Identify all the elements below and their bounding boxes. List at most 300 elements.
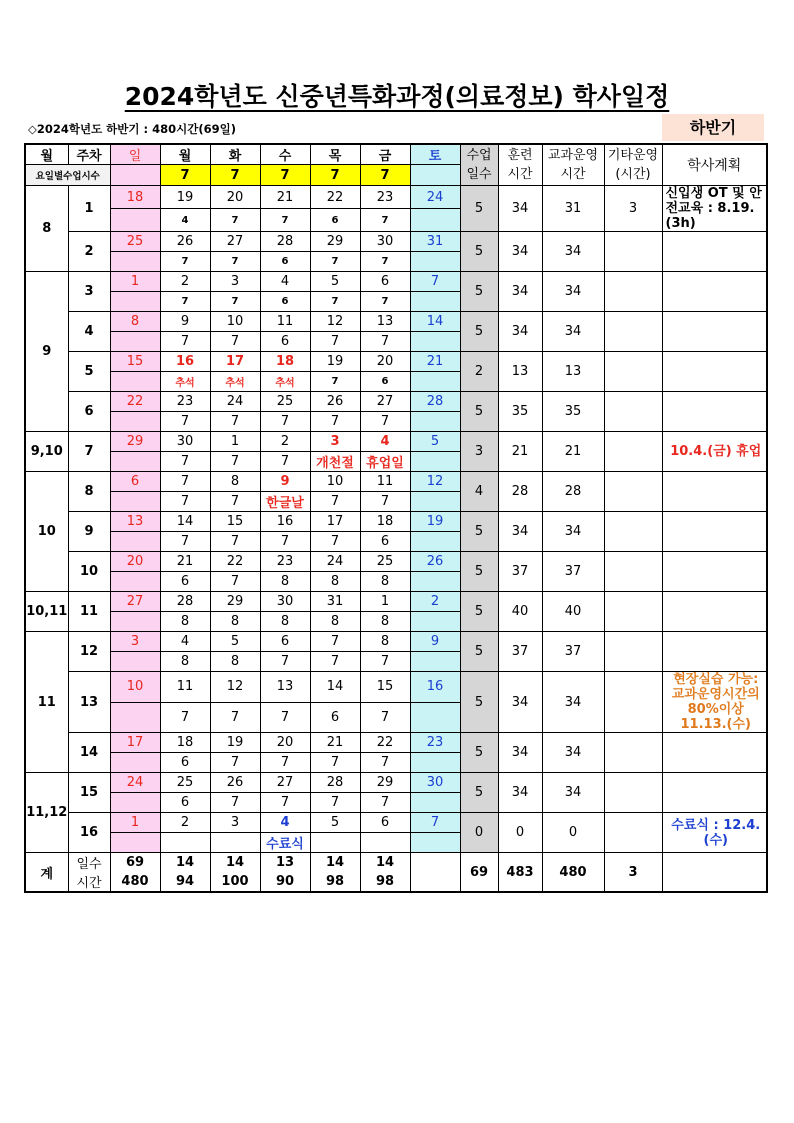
class-days-cell: 5 bbox=[460, 592, 498, 632]
date-cell: 14 bbox=[410, 312, 460, 332]
week-number: 13 bbox=[68, 672, 110, 733]
hours-cell: 7 bbox=[160, 452, 210, 472]
week-number: 15 bbox=[68, 773, 110, 813]
date-cell: 7 bbox=[160, 472, 210, 492]
hours-cell: 7 bbox=[360, 492, 410, 512]
date-cell: 16 bbox=[260, 512, 310, 532]
week-row bbox=[25, 733, 767, 753]
training-hours-cell: 35 bbox=[498, 392, 542, 432]
hours-cell: 7 bbox=[260, 452, 310, 472]
header-course-hours: 교과운영 시간 bbox=[542, 144, 604, 186]
other-hours-cell bbox=[604, 352, 662, 392]
plan-cell bbox=[662, 472, 767, 512]
date-cell: 15 bbox=[110, 352, 160, 372]
hours-cell: 6 bbox=[360, 372, 410, 392]
plan-cell bbox=[662, 733, 767, 773]
week-row bbox=[25, 592, 767, 612]
date-cell: 20 bbox=[260, 733, 310, 753]
hours-cell: 8 bbox=[310, 572, 360, 592]
hours-cell bbox=[410, 209, 460, 232]
course-hours-cell: 34 bbox=[542, 672, 604, 733]
date-cell: 26 bbox=[310, 392, 360, 412]
date-cell: 29 bbox=[210, 592, 260, 612]
week-number: 2 bbox=[68, 232, 110, 272]
date-cell: 15 bbox=[360, 672, 410, 703]
date-cell: 19 bbox=[210, 733, 260, 753]
week-row bbox=[25, 512, 767, 532]
date-cell: 2 bbox=[260, 432, 310, 452]
hours-cell: 7 bbox=[360, 252, 410, 272]
hours-cell bbox=[110, 332, 160, 352]
training-hours-cell: 28 bbox=[498, 472, 542, 512]
week-row bbox=[25, 552, 767, 572]
plan-cell bbox=[662, 592, 767, 632]
hours-cell: 7 bbox=[310, 372, 360, 392]
training-hours-cell: 37 bbox=[498, 552, 542, 592]
date-cell: 16 bbox=[160, 352, 210, 372]
header-fri: 금 bbox=[360, 144, 410, 165]
date-cell: 17 bbox=[110, 733, 160, 753]
class-days-cell: 5 bbox=[460, 186, 498, 232]
hours-cell: 7 bbox=[260, 702, 310, 733]
hours-cell: 6 bbox=[160, 753, 210, 773]
hours-cell: 8 bbox=[210, 612, 260, 632]
class-days-cell: 5 bbox=[460, 272, 498, 312]
date-cell: 22 bbox=[210, 552, 260, 572]
hours-cell bbox=[110, 702, 160, 733]
total-sat-cell bbox=[410, 853, 460, 893]
other-hours-cell bbox=[604, 773, 662, 813]
hours-cell: 7 bbox=[360, 292, 410, 312]
date-cell: 31 bbox=[310, 592, 360, 612]
hours-cell: 7 bbox=[310, 532, 360, 552]
hours-cell: 7 bbox=[210, 292, 260, 312]
training-hours-cell: 34 bbox=[498, 186, 542, 232]
total-hours-cell: 94 bbox=[160, 872, 210, 892]
date-cell: 27 bbox=[110, 592, 160, 612]
date-cell: 23 bbox=[410, 733, 460, 753]
hours-cell bbox=[410, 492, 460, 512]
plan-cell bbox=[662, 512, 767, 552]
hours-cell: 7 bbox=[210, 572, 260, 592]
date-cell: 18 bbox=[260, 352, 310, 372]
date-cell: 27 bbox=[260, 773, 310, 793]
plan-cell bbox=[662, 312, 767, 352]
hours-cell bbox=[410, 252, 460, 272]
date-cell: 18 bbox=[110, 186, 160, 209]
date-cell: 31 bbox=[410, 232, 460, 252]
other-hours-cell bbox=[604, 552, 662, 592]
hours-cell bbox=[110, 492, 160, 512]
hours-cell: 한글날 bbox=[260, 492, 310, 512]
week-number: 10 bbox=[68, 552, 110, 592]
date-cell: 2 bbox=[160, 272, 210, 292]
total-other-hours: 3 bbox=[604, 853, 662, 893]
other-hours-cell bbox=[604, 672, 662, 733]
training-hours-cell: 34 bbox=[498, 272, 542, 312]
week-row bbox=[25, 186, 767, 209]
course-hours-cell: 34 bbox=[542, 312, 604, 352]
hours-cell: 추석 bbox=[260, 372, 310, 392]
totals-hours-label: 시간 bbox=[68, 872, 110, 892]
hours-cell: 7 bbox=[260, 793, 310, 813]
date-cell: 3 bbox=[110, 632, 160, 652]
week-row bbox=[25, 312, 767, 332]
date-cell: 8 bbox=[210, 472, 260, 492]
header-week: 주차 bbox=[68, 144, 110, 165]
hours-cell: 8 bbox=[310, 612, 360, 632]
class-days-cell: 5 bbox=[460, 512, 498, 552]
daily-hours-wed: 7 bbox=[260, 165, 310, 186]
hours-cell: 6 bbox=[260, 252, 310, 272]
other-hours-cell bbox=[604, 512, 662, 552]
plan-cell bbox=[662, 632, 767, 672]
month-cell: 9 bbox=[25, 272, 68, 432]
course-hours-cell: 0 bbox=[542, 813, 604, 853]
total-plan-cell bbox=[662, 853, 767, 893]
week-number: 7 bbox=[68, 432, 110, 472]
hours-cell: 8 bbox=[360, 572, 410, 592]
hours-cell bbox=[110, 612, 160, 632]
hours-cell: 추석 bbox=[160, 372, 210, 392]
other-hours-cell bbox=[604, 312, 662, 352]
date-cell: 6 bbox=[360, 813, 410, 833]
hours-cell bbox=[360, 833, 410, 853]
plan-cell bbox=[662, 392, 767, 432]
week-number: 1 bbox=[68, 186, 110, 232]
date-cell: 17 bbox=[310, 512, 360, 532]
date-cell: 24 bbox=[110, 773, 160, 793]
hours-cell: 7 bbox=[160, 702, 210, 733]
schedule-table bbox=[24, 143, 768, 893]
date-cell: 14 bbox=[160, 512, 210, 532]
week-number: 4 bbox=[68, 312, 110, 352]
date-cell: 30 bbox=[410, 773, 460, 793]
hours-cell: 7 bbox=[360, 793, 410, 813]
date-cell: 25 bbox=[260, 392, 310, 412]
daily-hours-label: 요일별수업시수 bbox=[25, 165, 110, 186]
other-hours-cell bbox=[604, 592, 662, 632]
hours-cell: 7 bbox=[360, 652, 410, 672]
course-hours-cell: 37 bbox=[542, 632, 604, 672]
hours-cell: 8 bbox=[360, 612, 410, 632]
other-hours-cell: 3 bbox=[604, 186, 662, 232]
date-cell: 30 bbox=[160, 432, 210, 452]
date-cell: 7 bbox=[410, 813, 460, 833]
date-cell: 4 bbox=[260, 272, 310, 292]
totals-label: 계 bbox=[25, 853, 68, 893]
hours-cell: 수료식 bbox=[260, 833, 310, 853]
daily-hours-thu: 7 bbox=[310, 165, 360, 186]
hours-cell: 7 bbox=[260, 209, 310, 232]
total-days-cell: 14 bbox=[160, 853, 210, 873]
date-cell: 3 bbox=[210, 272, 260, 292]
training-hours-cell: 34 bbox=[498, 232, 542, 272]
date-cell: 19 bbox=[310, 352, 360, 372]
total-days-cell: 14 bbox=[210, 853, 260, 873]
date-cell: 18 bbox=[160, 733, 210, 753]
training-hours-cell: 34 bbox=[498, 672, 542, 733]
class-days-cell: 5 bbox=[460, 312, 498, 352]
date-cell: 3 bbox=[210, 813, 260, 833]
week-row bbox=[25, 472, 767, 492]
other-hours-cell bbox=[604, 472, 662, 512]
month-cell: 8 bbox=[25, 186, 68, 272]
date-cell: 13 bbox=[110, 512, 160, 532]
hours-cell bbox=[110, 572, 160, 592]
total-days-cell: 69 bbox=[110, 853, 160, 873]
hours-cell: 7 bbox=[160, 332, 210, 352]
hours-cell: 7 bbox=[160, 252, 210, 272]
date-cell: 28 bbox=[260, 232, 310, 252]
training-hours-cell: 40 bbox=[498, 592, 542, 632]
date-cell: 9 bbox=[160, 312, 210, 332]
hours-cell: 7 bbox=[210, 452, 260, 472]
hours-cell: 7 bbox=[260, 652, 310, 672]
subtitle: ◇2024학년도 하반기 : 480시간(69일) bbox=[28, 122, 236, 136]
hours-cell: 7 bbox=[310, 793, 360, 813]
other-hours-cell bbox=[604, 432, 662, 472]
date-cell: 10 bbox=[210, 312, 260, 332]
page-title: 2024학년도 신중년특화과정(의료정보) 학사일정 bbox=[124, 82, 670, 111]
date-cell: 18 bbox=[360, 512, 410, 532]
hours-cell bbox=[410, 833, 460, 853]
hours-cell bbox=[410, 372, 460, 392]
date-cell: 26 bbox=[160, 232, 210, 252]
hours-cell: 7 bbox=[160, 412, 210, 432]
class-days-cell: 4 bbox=[460, 472, 498, 512]
other-hours-cell bbox=[604, 232, 662, 272]
date-cell: 5 bbox=[310, 813, 360, 833]
semester-badge: 하반기 bbox=[662, 114, 764, 141]
total-hours-cell: 98 bbox=[360, 872, 410, 892]
date-cell: 20 bbox=[360, 352, 410, 372]
class-days-cell: 3 bbox=[460, 432, 498, 472]
hours-cell: 7 bbox=[210, 209, 260, 232]
date-cell: 5 bbox=[410, 432, 460, 452]
date-cell: 23 bbox=[360, 186, 410, 209]
date-cell: 6 bbox=[110, 472, 160, 492]
hours-cell: 7 bbox=[210, 532, 260, 552]
daily-hours-sun bbox=[110, 165, 160, 186]
hours-cell bbox=[210, 833, 260, 853]
course-hours-cell: 34 bbox=[542, 512, 604, 552]
hours-cell bbox=[110, 753, 160, 773]
week-row bbox=[25, 773, 767, 793]
hours-cell bbox=[410, 452, 460, 472]
training-hours-cell: 34 bbox=[498, 312, 542, 352]
hours-cell: 7 bbox=[210, 412, 260, 432]
date-cell: 21 bbox=[410, 352, 460, 372]
class-days-cell: 5 bbox=[460, 392, 498, 432]
class-days-cell: 5 bbox=[460, 733, 498, 773]
hours-cell: 6 bbox=[310, 702, 360, 733]
date-cell: 24 bbox=[410, 186, 460, 209]
hours-cell: 7 bbox=[210, 332, 260, 352]
course-hours-cell: 34 bbox=[542, 773, 604, 813]
other-hours-cell bbox=[604, 632, 662, 672]
date-cell: 30 bbox=[360, 232, 410, 252]
date-cell: 23 bbox=[160, 392, 210, 412]
date-cell: 7 bbox=[410, 272, 460, 292]
week-number: 14 bbox=[68, 733, 110, 773]
date-cell: 1 bbox=[210, 432, 260, 452]
hours-cell: 휴업일 bbox=[360, 452, 410, 472]
course-hours-cell: 37 bbox=[542, 552, 604, 592]
date-cell: 4 bbox=[160, 632, 210, 652]
hours-cell bbox=[110, 292, 160, 312]
date-cell: 11 bbox=[160, 672, 210, 703]
date-cell: 10 bbox=[310, 472, 360, 492]
date-cell: 3 bbox=[310, 432, 360, 452]
date-cell: 29 bbox=[310, 232, 360, 252]
month-cell: 9,10 bbox=[25, 432, 68, 472]
hours-cell: 6 bbox=[160, 572, 210, 592]
hours-cell bbox=[110, 652, 160, 672]
hours-cell: 6 bbox=[160, 793, 210, 813]
date-cell: 2 bbox=[410, 592, 460, 612]
date-cell: 22 bbox=[110, 392, 160, 412]
hours-cell bbox=[410, 652, 460, 672]
date-cell: 24 bbox=[310, 552, 360, 572]
daily-hours-fri: 7 bbox=[360, 165, 410, 186]
hours-cell: 7 bbox=[210, 793, 260, 813]
totals-row bbox=[25, 853, 767, 873]
other-hours-cell bbox=[604, 272, 662, 312]
header-mon: 월 bbox=[160, 144, 210, 165]
date-cell: 5 bbox=[310, 272, 360, 292]
course-hours-cell: 21 bbox=[542, 432, 604, 472]
hours-cell: 6 bbox=[260, 292, 310, 312]
hours-cell bbox=[410, 412, 460, 432]
header-plan: 학사계획 bbox=[662, 144, 767, 186]
date-cell: 15 bbox=[210, 512, 260, 532]
other-hours-cell bbox=[604, 392, 662, 432]
training-hours-cell: 21 bbox=[498, 432, 542, 472]
hours-cell bbox=[110, 793, 160, 813]
hours-cell: 7 bbox=[310, 492, 360, 512]
hours-cell: 7 bbox=[310, 412, 360, 432]
class-days-cell: 2 bbox=[460, 352, 498, 392]
hours-cell bbox=[410, 612, 460, 632]
date-cell: 25 bbox=[160, 773, 210, 793]
date-cell: 25 bbox=[110, 232, 160, 252]
date-cell: 28 bbox=[160, 592, 210, 612]
total-class-days: 69 bbox=[460, 853, 498, 893]
hours-cell: 8 bbox=[160, 612, 210, 632]
totals-days-label: 일수 bbox=[68, 853, 110, 873]
date-cell: 11 bbox=[260, 312, 310, 332]
date-cell: 29 bbox=[110, 432, 160, 452]
date-cell: 9 bbox=[260, 472, 310, 492]
total-hours-cell: 90 bbox=[260, 872, 310, 892]
hours-cell bbox=[410, 793, 460, 813]
hours-cell: 7 bbox=[360, 412, 410, 432]
date-cell: 12 bbox=[310, 312, 360, 332]
header-other-hours: 기타운영 (시간) bbox=[604, 144, 662, 186]
plan-cell bbox=[662, 232, 767, 272]
month-cell: 10,11 bbox=[25, 592, 68, 632]
date-cell: 6 bbox=[260, 632, 310, 652]
week-row bbox=[25, 232, 767, 252]
hours-cell: 7 bbox=[360, 702, 410, 733]
course-hours-cell: 35 bbox=[542, 392, 604, 432]
hours-cell: 7 bbox=[310, 252, 360, 272]
plan-cell: 현장실습 가능: 교과운영시간의 80%이상 11.13.(수) bbox=[662, 672, 767, 733]
date-cell: 1 bbox=[360, 592, 410, 612]
plan-cell: 신입생 OT 및 안전교육 : 8.19.(3h) bbox=[662, 186, 767, 232]
hours-cell bbox=[310, 833, 360, 853]
total-hours-cell: 98 bbox=[310, 872, 360, 892]
class-days-cell: 5 bbox=[460, 632, 498, 672]
week-number: 16 bbox=[68, 813, 110, 853]
hours-cell: 7 bbox=[310, 292, 360, 312]
date-cell: 17 bbox=[210, 352, 260, 372]
date-cell: 28 bbox=[410, 392, 460, 412]
header-month: 월 bbox=[25, 144, 68, 165]
date-cell: 4 bbox=[260, 813, 310, 833]
training-hours-cell: 34 bbox=[498, 773, 542, 813]
date-cell: 7 bbox=[310, 632, 360, 652]
course-hours-cell: 13 bbox=[542, 352, 604, 392]
date-cell: 25 bbox=[360, 552, 410, 572]
total-course-hours: 480 bbox=[542, 853, 604, 893]
hours-cell: 7 bbox=[260, 753, 310, 773]
hours-cell: 8 bbox=[260, 612, 310, 632]
hours-cell: 7 bbox=[210, 753, 260, 773]
month-cell: 11 bbox=[25, 632, 68, 773]
hours-cell: 7 bbox=[260, 412, 310, 432]
class-days-cell: 5 bbox=[460, 232, 498, 272]
date-cell: 5 bbox=[210, 632, 260, 652]
date-cell: 8 bbox=[360, 632, 410, 652]
date-cell: 10 bbox=[110, 672, 160, 703]
date-cell: 6 bbox=[360, 272, 410, 292]
plan-cell bbox=[662, 352, 767, 392]
date-cell: 12 bbox=[410, 472, 460, 492]
plan-cell bbox=[662, 773, 767, 813]
daily-hours-sat bbox=[410, 165, 460, 186]
date-cell: 21 bbox=[260, 186, 310, 209]
total-days-cell: 13 bbox=[260, 853, 310, 873]
week-number: 11 bbox=[68, 592, 110, 632]
date-cell: 9 bbox=[410, 632, 460, 652]
hours-cell bbox=[110, 209, 160, 232]
hours-cell: 7 bbox=[360, 753, 410, 773]
class-days-cell: 5 bbox=[460, 552, 498, 592]
hours-cell bbox=[410, 332, 460, 352]
hours-cell: 7 bbox=[360, 209, 410, 232]
training-hours-cell: 0 bbox=[498, 813, 542, 853]
other-hours-cell bbox=[604, 813, 662, 853]
hours-cell: 7 bbox=[160, 492, 210, 512]
week-number: 6 bbox=[68, 392, 110, 432]
hours-cell bbox=[410, 702, 460, 733]
class-days-cell: 5 bbox=[460, 672, 498, 733]
week-number: 9 bbox=[68, 512, 110, 552]
date-cell: 26 bbox=[410, 552, 460, 572]
hours-cell: 7 bbox=[210, 252, 260, 272]
total-training-hours: 483 bbox=[498, 853, 542, 893]
date-cell: 26 bbox=[210, 773, 260, 793]
week-row bbox=[25, 672, 767, 703]
total-hours-cell: 100 bbox=[210, 872, 260, 892]
date-cell: 13 bbox=[360, 312, 410, 332]
header-training-hours: 훈련 시간 bbox=[498, 144, 542, 186]
date-cell: 21 bbox=[160, 552, 210, 572]
class-days-cell: 0 bbox=[460, 813, 498, 853]
hours-cell: 8 bbox=[210, 652, 260, 672]
